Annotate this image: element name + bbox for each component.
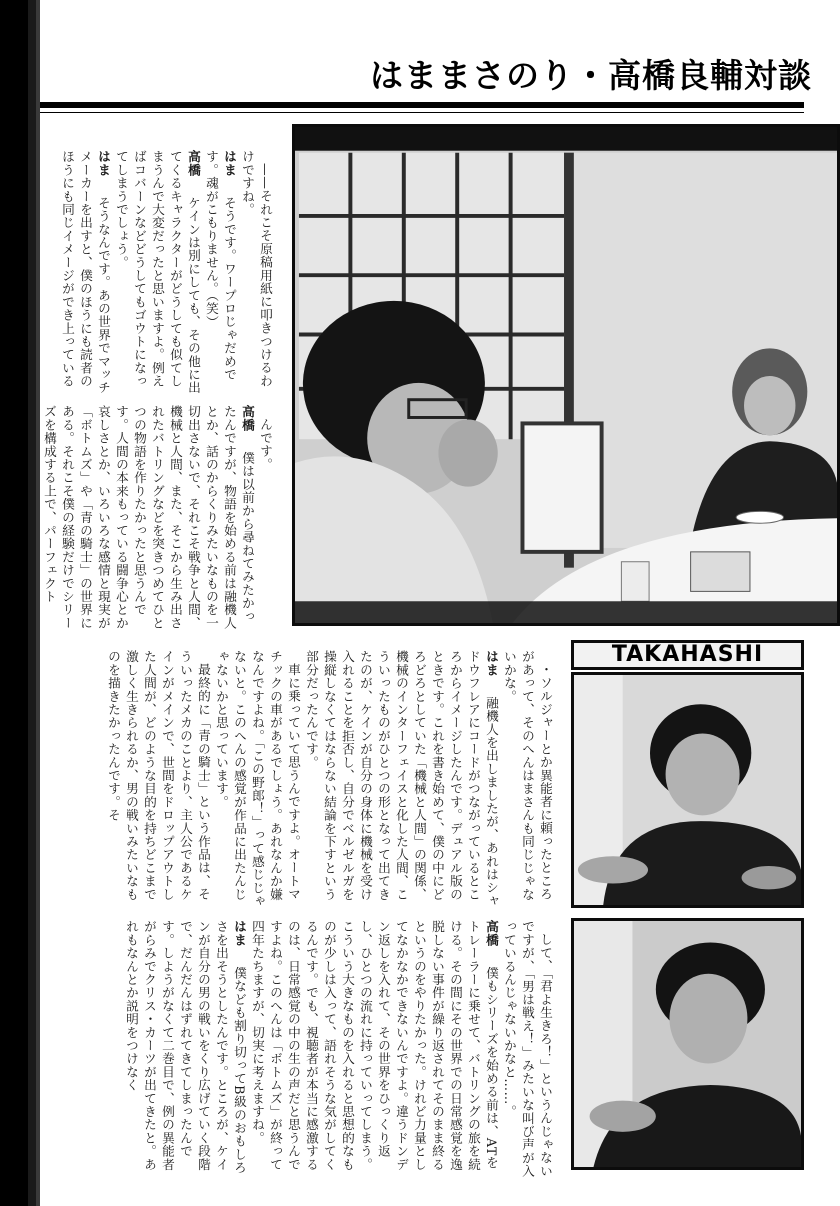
speaker-label: はま: [232, 920, 247, 947]
paragraph: [212, 650, 302, 910]
portrait-photo-1: [571, 672, 804, 908]
text-column-bottom-right: [64, 920, 554, 1180]
paragraph-text: 僕は以前から尋ねてみたかったんですが、物語を始める前は融機人とか、話のからくりみたいなものを一切出さないで、それこそ戦争と人間、機械と人間、また、そこから生み出されたバトリングなどを突きつめてひとつの物語を作りたかったと思うんです。人間の本来もっている闘争心とか哀しさとか、いろいろな感情と現実が「ボトムズ」や「青の騎士」の世界にある。それこそ僕の経験だけでシリーズを構成する上で、パーフェクト: [42, 405, 255, 630]
paragraph: [40, 405, 256, 630]
paragraph-text: ・ソルジャーとか異能者に頼ったところがあって、そのへんはまさんも同じじゃないかな。: [502, 650, 553, 901]
text-column-top-right: [42, 405, 274, 630]
paragraph-text: 僕もシリーズを始める前は、ATをトレーラーに乗せて、バトリングの旅を続ける。その間にその世界での日常感覚を逸脱しない事件が繰り返されてそのまま終るというのをやりたかった。けれど力量としてなかなかできないんですよ。違うドンデン返しを入れて、その世界をひっくり返し、ひとつの流れに持っていってしまう。こういう大きなものを入れると思想的なものが少しは入って、語れそうな気がしてくるんです。でも、視聴者が本当に感激するのは、日常感覚の中の生の声だと思うんですよね。このへんは「ボトムズ」が終って四年たちますが、切実に考えますね。: [250, 920, 499, 1171]
paragraph-text: 融機人を出しましたが、あれはシャドウフレアにコードがつながっているところからイメージしたんです。デュアル版のときです。これを書き始めて、僕の中にどろどろとしていた「機械と人間」の関係、機械のインターフェイスと化した人間、こういったものがひとつの形となって出てきたのが、ケインが自分の身体に機械を受け入れることを拒否し、自分でベルゼルガを操縦しなくてはならない結論を下すという部分だったんです。: [304, 650, 499, 908]
paragraph-text: そうなんです。あの世界でマッチメーカーを出すと、僕のほうにも読者のほうにも同じイメージができ上っている: [60, 150, 111, 394]
paragraph-text: ——それこそ原稿用紙に叩きつけるわけですね。: [240, 150, 273, 388]
main-photo: [292, 124, 840, 626]
speaker-label: 高橋: [186, 150, 201, 177]
paragraph: [500, 650, 554, 910]
paragraph-text: 車に乗っていて思うんですよ。オートマチックの車があるでしょう。あれなんか嫌なんですよね。「この野郎！」って感じじゃないと。このへんの感覚が作品に出たんじゃないかと思っています。: [214, 650, 301, 908]
speaker-label: 高橋: [484, 920, 499, 947]
paragraph: [500, 920, 554, 1180]
paragraph: [112, 150, 202, 395]
paragraph-text: んです。: [258, 417, 273, 471]
caption-name-box: TAKAHASHI: [571, 640, 804, 670]
paragraph: [202, 150, 238, 395]
text-column-top-left: [60, 150, 274, 395]
title-rule-thick: [40, 102, 804, 108]
speaker-label: はま: [222, 150, 237, 177]
paragraph-text: して、「君よ生きろ！」というんじゃないですが、「男は戦え！」みたいな叫び声が入っているんじゃないかなと……。: [502, 920, 553, 1178]
page-title: はままさのり・高橋良輔対談: [370, 56, 812, 95]
text-column-bottom-left: [64, 650, 554, 910]
paragraph: [104, 650, 212, 910]
paragraph: [248, 920, 500, 1180]
paragraph-text: 僕なども割り切ってB級のおもしろさを出そうとしたんです。ところが、ケインが自分の男の戦いをくり広げていく段階で、だんだんはずれてきてしまったんです。しようがなくて二巻目で、例の異能者がらみでクリス・カーツが出てきたと。あれもなんとか説明をつけなく: [124, 920, 247, 1174]
speaker-label: はま: [96, 150, 111, 177]
paragraph-text: ケインは別にしても、その他に出てくるキャラクターがどうしても似てしまうんで大変だったと思いますよ。例えばコバーンなどどうしてもゴウトになってしまうでしょう。: [114, 150, 201, 394]
paragraph-text: そうです。ワープロじゃだめです。魂がこもりません。（笑）: [204, 150, 237, 381]
paragraph: [302, 650, 500, 910]
speaker-label: 高橋: [240, 405, 255, 432]
paragraph: [58, 150, 112, 395]
portrait-photo-2: [571, 918, 804, 1170]
speaker-label: はま: [484, 650, 499, 677]
paragraph-text: 最終的に「青の騎士」という作品は、そういったメカのことより、主人公であるケインがメインで、世間をドロップアウトした人間が、どのような目的を持ちどこまで激しく生きられるか、男の戦いみたいなものを描きたかったんです。そ: [106, 650, 211, 901]
paragraph: [122, 920, 248, 1180]
binding-spine: [0, 0, 40, 1206]
title-rule-thin: [40, 112, 804, 113]
paragraph: [256, 405, 274, 630]
paragraph: [238, 150, 274, 395]
